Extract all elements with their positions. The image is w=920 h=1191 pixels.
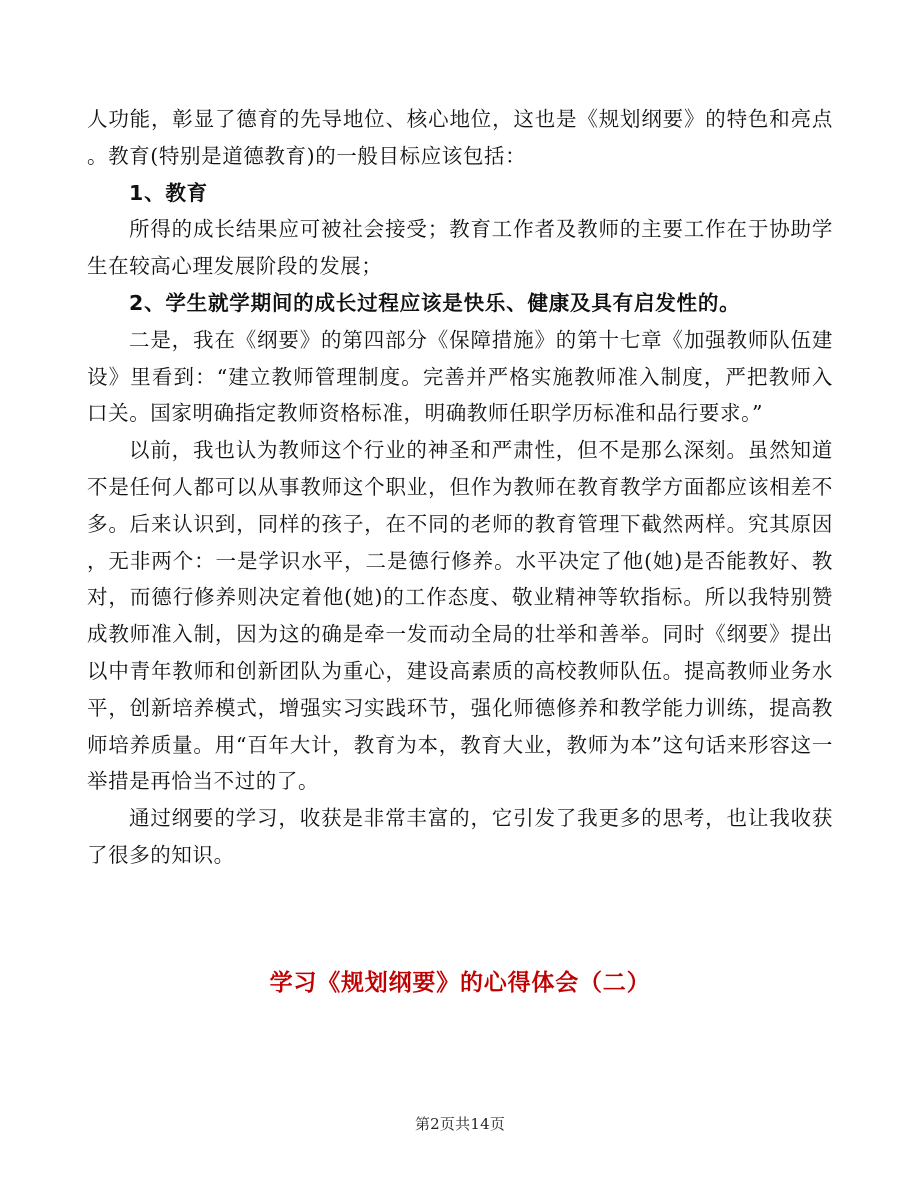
paragraph-continuation: 人功能，彰显了德育的先导地位、核心地位，这也是《规划纲要》的特色和亮点。教育(特别是道德教育)的一般目标应该包括：	[87, 107, 833, 168]
section-title: 学习《规划纲要》的心得体会（二）	[269, 970, 651, 996]
paragraph-education-result: 所得的成长结果应可被社会接受；教育工作者及教师的主要工作在于协助学生在较高心理发展阶段的发展；	[87, 217, 833, 279]
paragraph-secondly: 二是，我在《纲要》的第四部分《保障措施》的第十七章《加强教师队伍建设》里看到：“建立教师管理制度。完善并严格实施教师准入制度，严把教师入口关。国家明确指定教师资格标准，明确教师任职学历标准和品行要求。”	[87, 327, 833, 426]
paragraph-conclusion: 通过纲要的学习，收获是非常丰富的，它引发了我更多的思考，也让我收获了很多的知识。	[87, 806, 833, 867]
paragraph-previously: 以前，我也认为教师这个行业的神圣和严肃性，但不是那么深刻。虽然知道不是任何人都可以从事教师这个职业，但作为教师在教育教学方面都应该相差不多。后来认识到，同样的孩子，在不同的老师的教育管理下截然两样。究其原因，无非两个：一是学识水平，二是德行修养。水平决定了他(她)是否能教好、教对，而德行修养则决定着他(她)的工作态度、敬业精神等软指标。所以我特别赞成教师准入制，因为这的确是牵一发而动全局的壮举和善举。同时《纲要》提出以中青年教师和创新团队为重心，建设高素质的高校教师队伍。提高教师业务水平，创新培养模式，增强实习实践环节，强化师德修养和教学能力训练，提高教师培养质量。用“百年大计，教育为本，教育大业，教师为本”这句话来形容这一举措是再恰当不过的了。	[87, 438, 833, 794]
document-body	[87, 101, 833, 874]
list-item-heading-1: 1、教育	[129, 180, 208, 205]
list-item-heading-2: 2、学生就学期间的成长过程应该是快乐、健康及具有启发性的。	[129, 290, 741, 315]
page-footer: 第2页共14页	[414, 1115, 506, 1133]
